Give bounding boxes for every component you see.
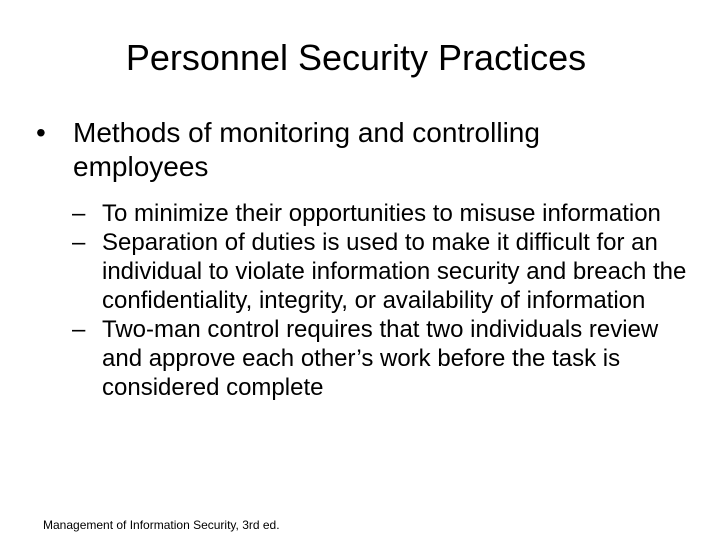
sub-bullet-item [72,315,692,402]
dash-marker: – [72,316,86,343]
slide-footer: Management of Information Security, 3rd ed. [43,518,280,532]
sub-bullet-text: To minimize their opportunities to misuse information [102,200,661,227]
dash-marker: – [72,200,86,227]
bullet-marker: • [36,117,46,148]
main-bullet [36,116,676,184]
slide-title: Personnel Security Practices [125,37,587,78]
main-bullet-text: Methods of monitoring and controlling employees [73,117,540,182]
sub-bullet-list [72,199,692,402]
sub-bullet-item [72,199,692,228]
sub-bullet-item [72,228,692,315]
sub-bullet-text: Two-man control requires that two individuals review and approve each other’s work before the task is considered complete [102,316,659,401]
sub-bullet-text: Separation of duties is used to make it difficult for an individual to violate information security and breach the confidentiality, integrity, or availability of information [102,229,687,314]
dash-marker: – [72,229,86,256]
